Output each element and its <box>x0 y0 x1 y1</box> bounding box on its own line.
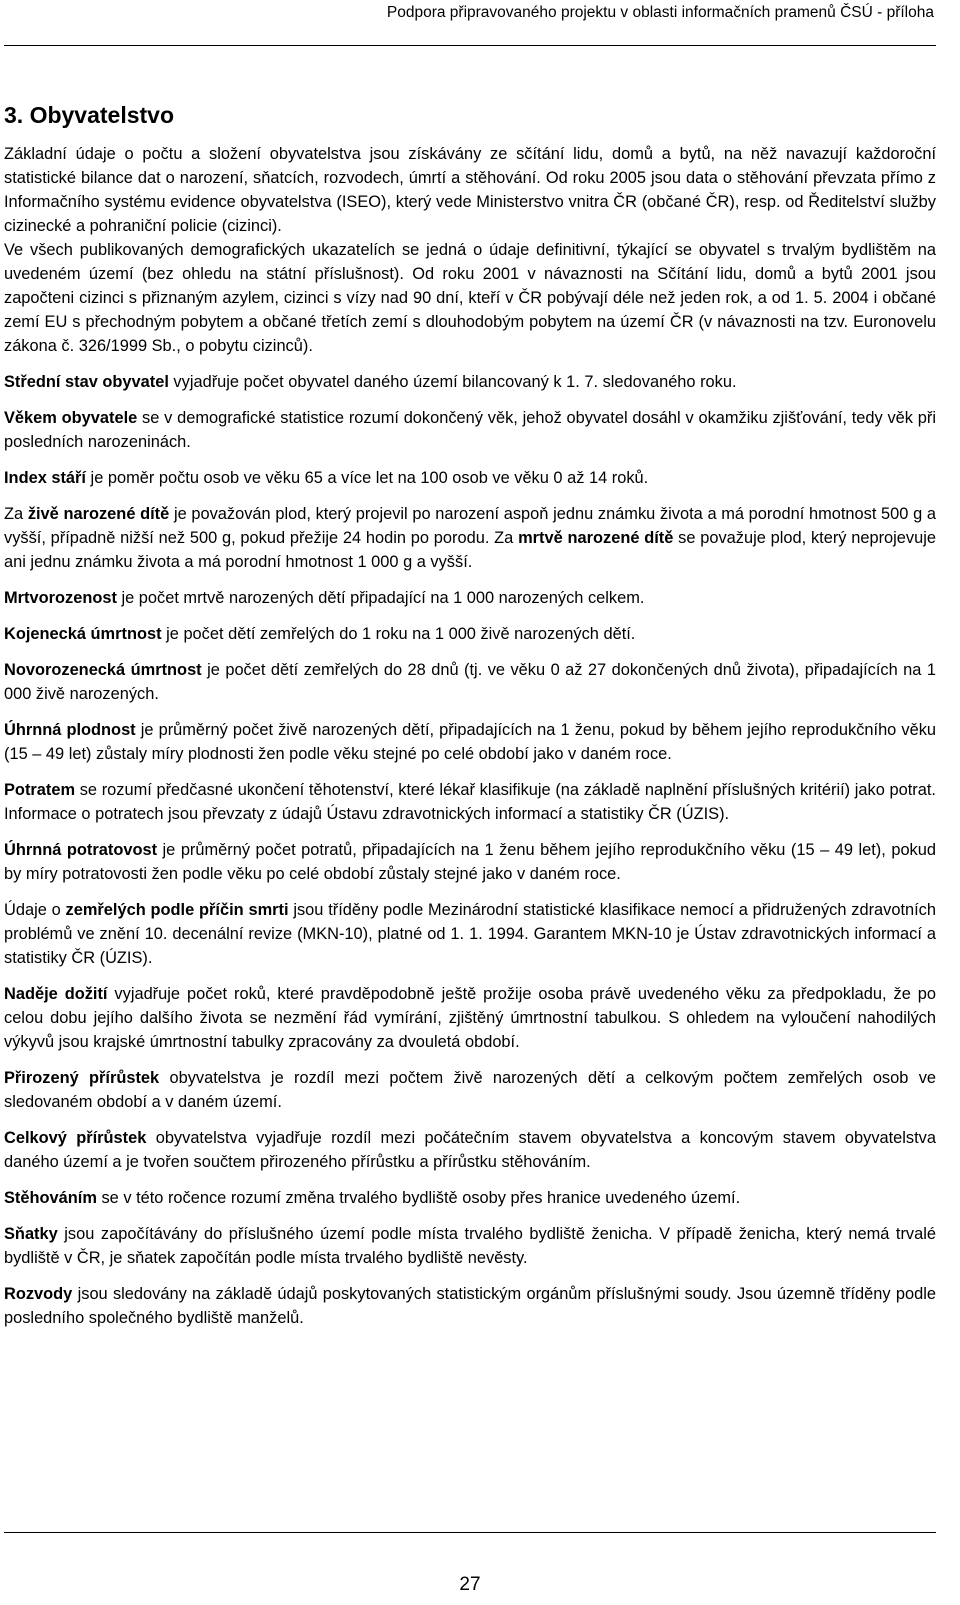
paragraph <box>4 1066 936 1114</box>
paragraph <box>4 838 936 886</box>
text-run: Údaje o <box>4 901 66 919</box>
text-run: obyvatelstva je rozdíl mezi počtem živě narozených dětí a celkovým počtem zemřelých osob ve sledovaném období a v daném území. <box>4 1069 937 1111</box>
text-run: je poměr počtu osob ve věku 65 a více let na 100 osob ve věku 0 až 14 roků. <box>86 469 649 487</box>
text-run: Základní údaje o počtu a složení obyvatelstva jsou získávány ze sčítání lidu, domů a bytů, na něž navazují každoroční statistické bilance dat o narození, sňatcích, rozvodech, úmrtí a stěhování. Od roku 2005 jsou data o stěhování převzata přímo z Informačního systému evidence obyvatelstva (ISEO), který vede Ministerstvo vnitra ČR (občané ČR), resp. od Ředitelství služby cizinecké a pohraniční policie (cizinci). <box>4 145 936 235</box>
paragraph <box>4 982 936 1054</box>
text-run: jsou započítávány do příslušného území podle místa trvalého bydliště ženicha. V případě ženicha, který nemá trvalé bydliště v ČR, je sňatek započítán podle místa trvalého bydliště nevěsty. <box>4 1225 936 1267</box>
term: Rozvody <box>4 1285 73 1303</box>
term: Naděje dožití <box>4 985 108 1003</box>
term: Potratem <box>4 781 76 799</box>
term: Sňatky <box>4 1225 58 1243</box>
paragraph <box>4 1222 936 1270</box>
paragraph <box>4 406 936 454</box>
text-run: je počet dětí zemřelých do 1 roku na 1 000 živě narozených dětí. <box>161 625 636 643</box>
paragraph <box>4 622 936 646</box>
term: Přirozený přírůstek <box>4 1069 160 1087</box>
text-run: Za <box>4 505 28 523</box>
text-run: se považuje plod, který neprojevuje ani jednu známku života a má porodní hmotnost 1 000 g a vyšší. <box>4 529 936 571</box>
term: Úhrnná potratovost <box>4 841 158 859</box>
footer-divider <box>4 1532 936 1533</box>
paragraph <box>4 1282 936 1330</box>
paragraph <box>4 370 936 394</box>
header-divider <box>4 45 936 46</box>
paragraph <box>4 466 936 490</box>
term: Celkový přírůstek <box>4 1129 147 1147</box>
term: Kojenecká úmrtnost <box>4 625 162 643</box>
term: mrtvě narozené dítě <box>518 529 674 547</box>
paragraph <box>4 238 936 358</box>
paragraph <box>4 586 936 610</box>
paragraph <box>4 898 936 970</box>
paragraph <box>4 502 936 574</box>
text-run: je počet dětí zemřelých do 28 dnů (tj. ve věku 0 až 27 dokončených dnů života), připadajících na 1 000 živě narozených. <box>4 661 936 703</box>
text-run: je považován plod, který projevil po narození aspoň jednu známku života a má porodní hmotnost 500 g a vyšší, případně nižší než 500 g, pokud přežije 24 hodin po porodu. Za <box>4 505 936 547</box>
term: Index stáří <box>4 469 86 487</box>
paragraph <box>4 778 936 826</box>
text-run: Ve všech publikovaných demografických ukazatelích se jedná o údaje definitivní, týkající se obyvatel s trvalým bydlištěm na uvedeném území (bez ohledu na státní příslušnost). Od roku 2001 v návaznosti na Sčítání lidu, domů a bytů 2001 jsou započteni cizinci s přiznaným azylem, cizinci s vízy nad 90 dní, kteří v ČR pobývají déle než jeden rok, a od 1. 5. 2004 i občané zemí EU s přechodným pobytem a občané třetích zemí s dlouhodobým pobytem na území ČR (v návaznosti na tzv. Euronovelu zákona č. 326/1999 Sb., o pobytu cizinců). <box>4 241 936 355</box>
paragraph <box>4 718 936 766</box>
text-run: vyjadřuje počet obyvatel daného území bilancovaný k 1. 7. sledovaného roku. <box>168 373 737 391</box>
text-run: je počet mrtvě narozených dětí připadající na 1 000 narozených celkem. <box>116 589 645 607</box>
text-run: je průměrný počet živě narozených dětí, připadajících na 1 ženu, pokud by během jejího reprodukčního věku (15 – 49 let) zůstaly míry plodnosti žen podle věku stejné po celé období jako v daném roce. <box>4 721 937 763</box>
paragraph <box>4 658 936 706</box>
section-title: 3. Obyvatelstvo <box>4 102 175 128</box>
term: živě narozené dítě <box>27 505 170 523</box>
term: Mrtvorozenost <box>4 589 117 607</box>
text-run: jsou tříděny podle Mezinárodní statistické klasifikace nemocí a přidružených zdravotních problémů ve znění 10. decenální revize (MKN-10), platné od 1. 1. 1994. Garantem MKN-10 je Ústav zdravotnických informací a statistiky ČR (ÚZIS). <box>4 901 936 967</box>
term: Novorozenecká úmrtnost <box>4 661 202 679</box>
paragraph <box>4 1186 936 1210</box>
page-header: Podpora připravovaného projektu v oblasti informačních pramenů ČSÚ - příloha <box>386 4 934 21</box>
text-run: vyjadřuje počet roků, které pravděpodobně ještě prožije osoba právě uvedeného věku za předpokladu, že po celou dobu jejího dalšího života se nezmění řád vymírání, zjištěný úmrtnostní tabulkou. S ohledem na vyloučení nahodilých výkyvů jsou krajské úmrtnostní tabulky zpracovány za dvouletá období. <box>4 985 936 1051</box>
term: zemřelých podle příčin smrti <box>65 901 289 919</box>
text-run: obyvatelstva vyjadřuje rozdíl mezi počátečním stavem obyvatelstva a koncovým stavem obyvatelstva daného území a je tvořen součtem přirozeného přírůstku a přírůstku stěhováním. <box>4 1129 936 1171</box>
term: Úhrnná plodnost <box>4 721 136 739</box>
text-run: se v této ročence rozumí změna trvalého bydliště osoby přes hranice uvedeného území. <box>96 1189 741 1207</box>
paragraph <box>4 142 936 238</box>
term: Věkem obyvatele <box>4 409 138 427</box>
term: Střední stav obyvatel <box>4 373 169 391</box>
page-number: 27 <box>459 1574 481 1595</box>
text-run: se v demografické statistice rozumí dokončený věk, jehož obyvatel dosáhl v okamžiku zjišťování, tedy věk při posledních narozeninách. <box>4 409 936 451</box>
text-run: jsou sledovány na základě údajů poskytovaných statistickým orgánům příslušnými soudy. Jsou územně tříděny podle posledního společného bydliště manželů. <box>4 1285 936 1327</box>
section-body <box>4 142 936 1342</box>
paragraph <box>4 1126 936 1174</box>
text-run: je průměrný počet potratů, připadajících na 1 ženu během jejího reprodukčního věku (15 – 49 let), pokud by míry potratovosti žen podle věku po celé období zůstaly stejné jako v daném roce. <box>4 841 936 883</box>
term: Stěhováním <box>4 1189 97 1207</box>
text-run: se rozumí předčasné ukončení těhotenství, které lékař klasifikuje (na základě naplnění příslušných kritérií) jako potrat. Informace o potratech jsou převzaty z údajů Ústavu zdravotnických informací a statistiky ČR (ÚZIS). <box>4 781 936 823</box>
